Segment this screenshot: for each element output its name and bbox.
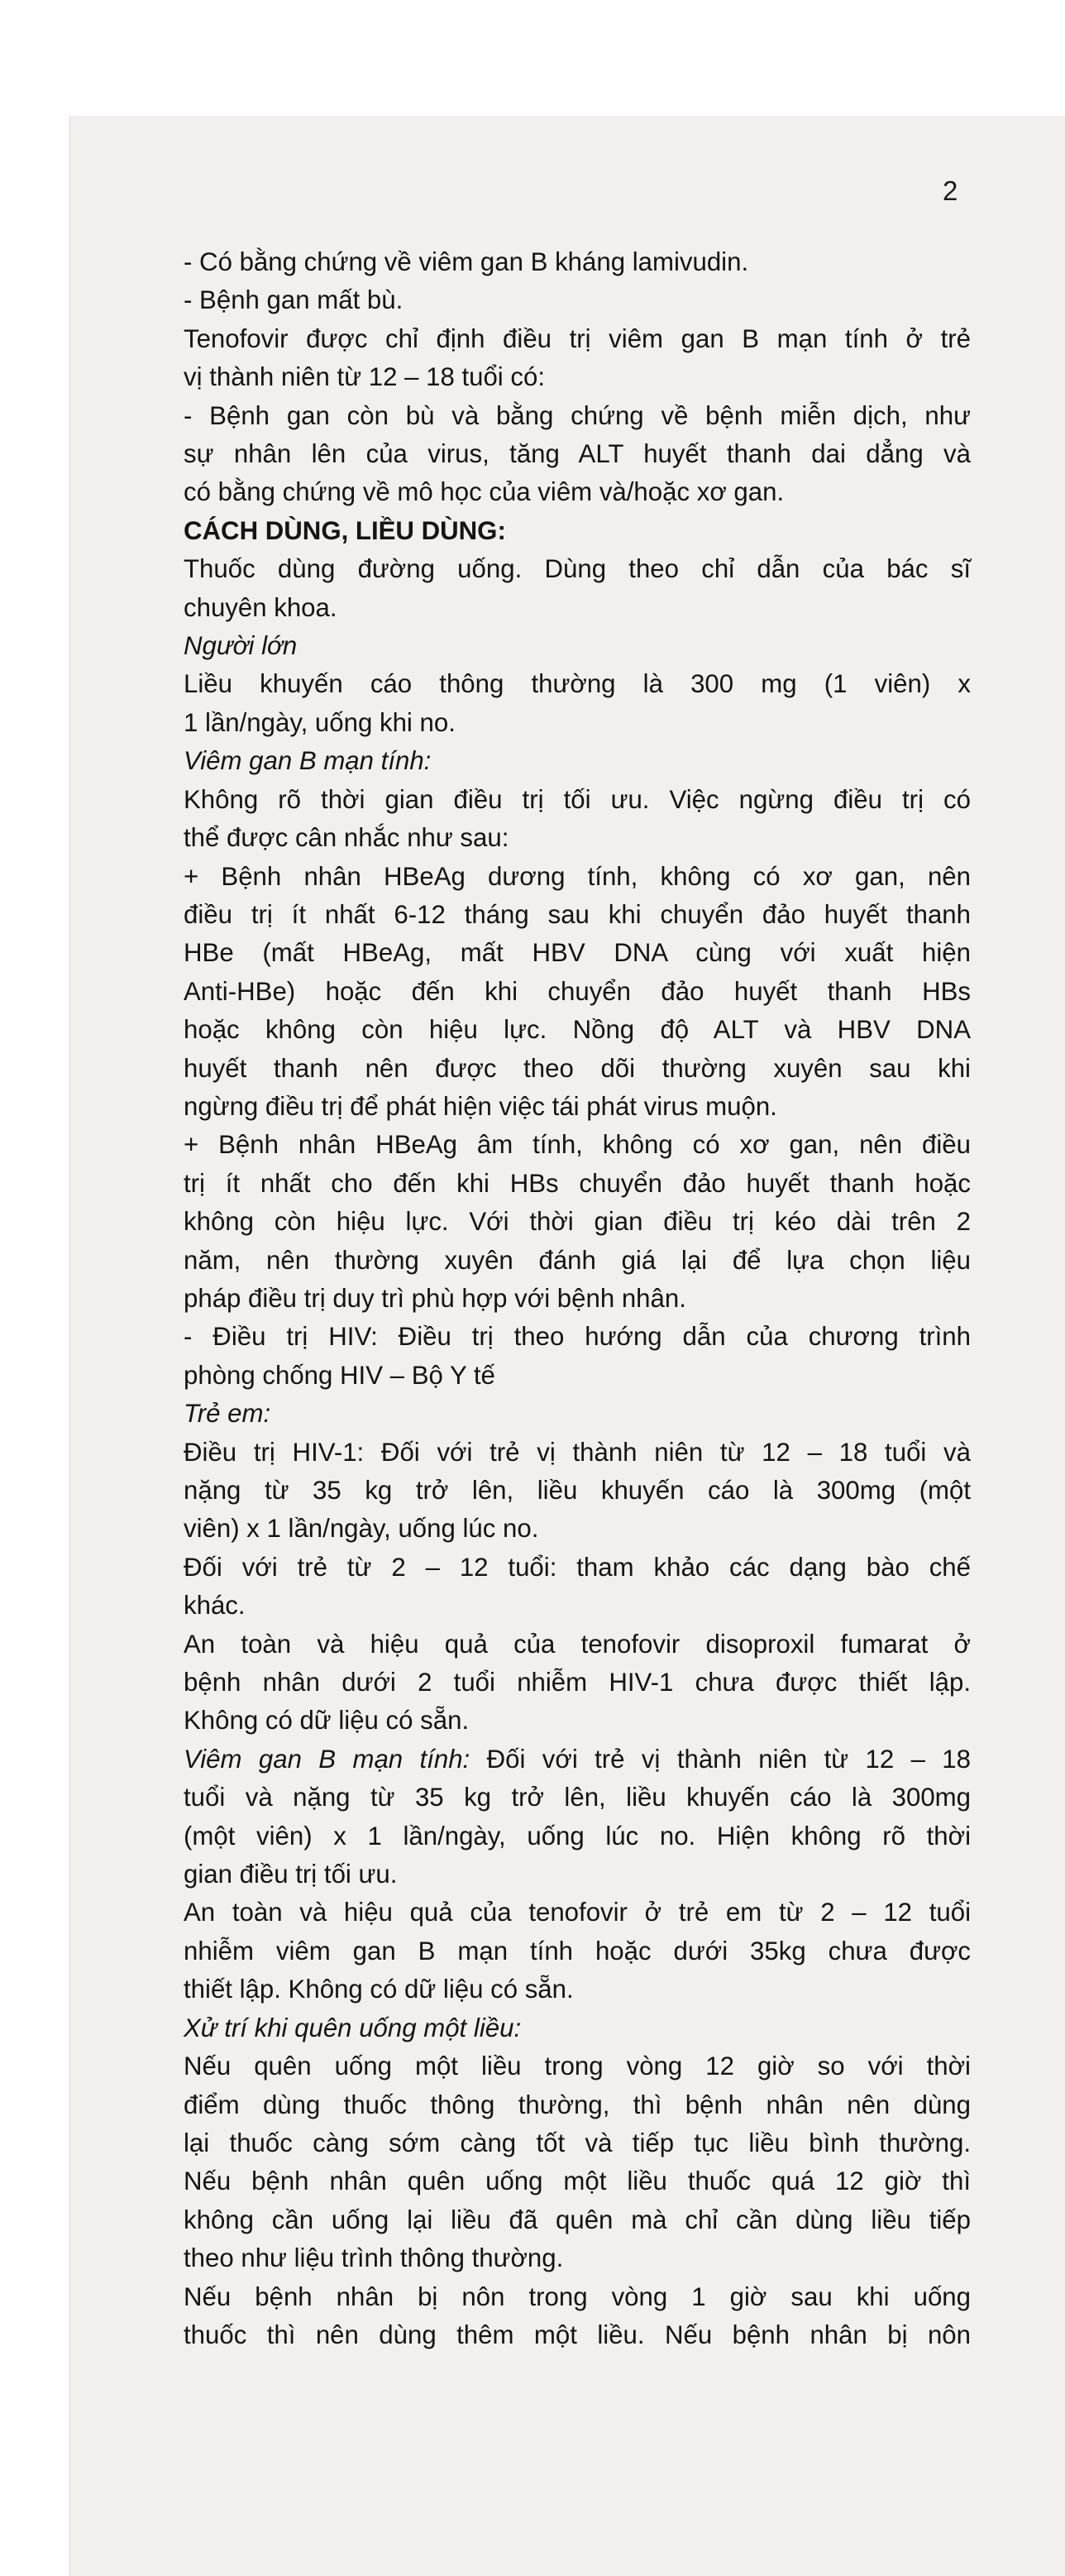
text-line: năm, nên thường xuyên đánh giá lại để lựa chọn liệu <box>184 1245 971 1275</box>
subheading: Trẻ em: <box>184 1399 271 1429</box>
text-line: pháp điều trị duy trì phù hợp với bệnh nhân. <box>184 1283 686 1313</box>
text-line: thiết lập. Không có dữ liệu có sẵn. <box>184 1975 574 2004</box>
text-line: - Bệnh gan còn bù và bằng chứng về bệnh miễn dịch, như <box>184 400 971 430</box>
text-line: + Bệnh nhân HBeAg âm tính, không có xơ gan, nên điều <box>184 1130 971 1160</box>
text-line: sự nhân lên của virus, tăng ALT huyết thanh dai dẳng và <box>184 439 971 469</box>
text-line: tuổi và nặng từ 35 kg trở lên, liều khuyến cáo là 300mg <box>184 1783 971 1812</box>
subheading: Viêm gan B mạn tính: <box>184 746 432 776</box>
text-line: HBe (mất HBeAg, mất HBV DNA cùng với xuất hiện <box>184 938 971 968</box>
text-line: theo như liệu trình thông thường. <box>184 2243 564 2273</box>
text-line: Liều khuyến cáo thông thường là 300 mg (1 viên) x <box>184 669 971 699</box>
text-line: - Điều trị HIV: Điều trị theo hướng dẫn của chương trình <box>184 1322 971 1352</box>
text-line: gian điều trị tối ưu. <box>184 1860 398 1889</box>
text-line: Nếu quên uống một liều trong vòng 12 giờ so với thời <box>184 2052 971 2081</box>
text-line: - Có bằng chứng về viêm gan B kháng lamivudin. <box>184 247 749 276</box>
text-line: nhiễm viêm gan B mạn tính hoặc dưới 35kg chưa được <box>184 1936 971 1966</box>
text-line <box>184 1740 971 1779</box>
text-line: phòng chống HIV – Bộ Y tế <box>184 1360 495 1390</box>
text-line: không cần uống lại liều đã quên mà chỉ cần dùng liều tiếp <box>184 2205 971 2234</box>
text-line: viên) x 1 lần/ngày, uống lúc no. <box>184 1514 539 1544</box>
subheading: Người lớn <box>184 631 298 661</box>
text-line: Nếu bệnh nhân quên uống một liều thuốc quá 12 giờ thì <box>184 2167 971 2196</box>
text-line: Đối với trẻ từ 2 – 12 tuổi: tham khảo các dạng bào chế <box>184 1552 971 1582</box>
text-line: huyết thanh nên được theo dõi thường xuyên sau khi <box>184 1053 971 1083</box>
text-line: vị thành niên từ 12 – 18 tuổi có: <box>184 362 546 392</box>
text-line: Điều trị HIV-1: Đối với trẻ vị thành niên từ 12 – 18 tuổi và <box>184 1437 971 1467</box>
text-line: hoặc không còn hiệu lực. Nồng độ ALT và HBV DNA <box>184 1015 971 1045</box>
text-line: nặng từ 35 kg trở lên, liều khuyến cáo là 300mg (một <box>184 1476 971 1505</box>
document-body <box>184 243 971 2354</box>
text-line: thuốc thì nên dùng thêm một liều. Nếu bệnh nhân bị nôn <box>184 2320 971 2349</box>
text-line: trị ít nhất cho đến khi HBs chuyển đảo huyết thanh hoặc <box>184 1168 971 1198</box>
text-line: Nếu bệnh nhân bị nôn trong vòng 1 giờ sau khi uống <box>184 2282 971 2311</box>
text-line: có bằng chứng về mô học của viêm và/hoặc xơ gan. <box>184 477 785 507</box>
text-line: điều trị ít nhất 6-12 tháng sau khi chuyển đảo huyết thanh <box>184 899 971 929</box>
text-line: Không có dữ liệu có sẵn. <box>184 1706 470 1736</box>
text-line: (một viên) x 1 lần/ngày, uống lúc no. Hiện không rõ thời <box>184 1821 971 1851</box>
text-line: 1 lần/ngày, uống khi no. <box>184 707 456 737</box>
text-line: lại thuốc càng sớm càng tốt và tiếp tục liều bình thường. <box>184 2128 971 2157</box>
text-line: bệnh nhân dưới 2 tuổi nhiễm HIV-1 chưa được thiết lập. <box>184 1668 971 1697</box>
section-heading: CÁCH DÙNG, LIỀU DÙNG: <box>184 515 506 545</box>
text-line: An toàn và hiệu quả của tenofovir disoproxil fumarat ở <box>184 1629 971 1659</box>
text-line: An toàn và hiệu quả của tenofovir ở trẻ em từ 2 – 12 tuổi <box>184 1898 971 1927</box>
text-line: - Bệnh gan mất bù. <box>184 285 404 315</box>
text-line: thể được cân nhắc như sau: <box>184 823 509 853</box>
text-line: điểm dùng thuốc thông thường, thì bệnh nhân nên dùng <box>184 2090 971 2119</box>
text-line: khác. <box>184 1591 246 1621</box>
text-line: Thuốc dùng đường uống. Dùng theo chỉ dẫn của bác sĩ <box>184 554 971 584</box>
page-number: 2 <box>943 175 958 206</box>
text-run: Đối với trẻ vị thành niên từ 12 – 18 <box>470 1744 971 1774</box>
text-line: không còn hiệu lực. Với thời gian điều trị kéo dài trên 2 <box>184 1207 971 1237</box>
text-line: ngừng điều trị để phát hiện việc tái phát virus muộn. <box>184 1091 777 1121</box>
text-line: chuyên khoa. <box>184 592 337 622</box>
subheading: Xử trí khi quên uống một liều: <box>184 2013 522 2042</box>
subheading-inline: Viêm gan B mạn tính: <box>184 1744 470 1774</box>
text-line: Tenofovir được chỉ định điều trị viêm gan B mạn tính ở trẻ <box>184 323 971 353</box>
text-line: + Bệnh nhân HBeAg dương tính, không có xơ gan, nên <box>184 861 971 891</box>
text-line: Không rõ thời gian điều trị tối ưu. Việc ngừng điều trị có <box>184 784 971 814</box>
text-line: Anti-HBe) hoặc đến khi chuyển đảo huyết thanh HBs <box>184 976 971 1006</box>
